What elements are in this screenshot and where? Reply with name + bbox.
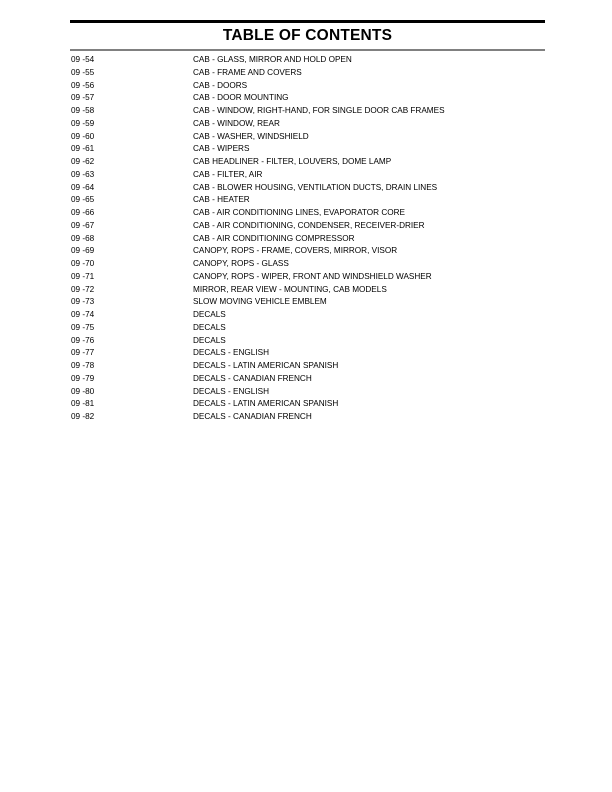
toc-page-number: 09 -69	[71, 246, 95, 256]
toc-entry-title: CAB - BLOWER HOUSING, VENTILATION DUCTS, DRAIN LINES	[193, 182, 438, 192]
toc-entry-title: DECALS - ENGLISH	[193, 348, 269, 358]
toc-entry-title: DECALS - ENGLISH	[193, 386, 269, 396]
toc-page-number: 09 -73	[71, 297, 95, 307]
toc-entry[interactable]	[71, 194, 545, 207]
toc-entry[interactable]	[71, 296, 545, 309]
toc-page-number: 09 -74	[71, 310, 95, 319]
toc-entry-title: DECALS - CANADIAN FRENCH	[193, 373, 312, 383]
toc-entry-title: CAB - FILTER, AIR	[193, 169, 263, 179]
toc-entry[interactable]	[71, 360, 545, 373]
toc-entry[interactable]	[71, 411, 545, 424]
toc-page-number: 09 -56	[71, 80, 95, 90]
toc-entry[interactable]	[71, 207, 545, 220]
toc-entry[interactable]	[71, 67, 545, 80]
toc-entry[interactable]	[71, 335, 545, 348]
toc-entry-title: CAB - AIR CONDITIONING LINES, EVAPORATOR CORE	[193, 208, 405, 217]
toc-page-number: 09 -64	[71, 182, 95, 192]
toc-entry-title: CAB - HEATER	[193, 195, 250, 205]
toc-entry[interactable]	[71, 80, 545, 93]
toc-entry-title: DECALS - CANADIAN FRENCH	[193, 412, 312, 421]
toc-entry[interactable]	[71, 386, 545, 399]
toc-entry-title: DECALS	[193, 335, 226, 345]
toc-page-number: 09 -68	[71, 233, 95, 243]
toc-page-number: 09 -63	[71, 169, 95, 179]
toc-page-number: 09 -54	[71, 55, 95, 64]
toc-entry[interactable]	[71, 169, 545, 182]
toc-page-number: 09 -57	[71, 93, 95, 103]
toc-entry-title: SLOW MOVING VEHICLE EMBLEM	[193, 297, 327, 307]
toc-page-number: 09 -62	[71, 157, 95, 166]
toc-entry[interactable]	[71, 309, 545, 322]
toc-entry[interactable]	[71, 258, 545, 271]
toc-entry[interactable]	[71, 131, 545, 144]
toc-entry[interactable]	[71, 398, 545, 411]
toc-page-number: 09 -80	[71, 386, 95, 396]
toc-entry-title: CAB - AIR CONDITIONING COMPRESSOR	[193, 233, 355, 243]
toc-entry-title: MIRROR, REAR VIEW - MOUNTING, CAB MODELS	[193, 284, 387, 294]
toc-entry[interactable]	[71, 284, 545, 297]
toc-page-number: 09 -67	[71, 220, 95, 230]
toc-entry[interactable]	[71, 245, 545, 258]
toc-page-number: 09 -77	[71, 348, 95, 358]
toc-entry-title: CAB - WINDOW, REAR	[193, 118, 280, 128]
toc-entry[interactable]	[71, 271, 545, 284]
toc-page-number: 09 -58	[71, 106, 95, 115]
toc-entry-title: CANOPY, ROPS - GLASS	[193, 259, 289, 268]
header-top-rule	[70, 20, 545, 23]
toc-entry-title: CAB - GLASS, MIRROR AND HOLD OPEN	[193, 55, 352, 64]
page-title: TABLE OF CONTENTS	[222, 27, 393, 44]
toc-page-number: 09 -81	[71, 399, 95, 409]
toc-entry[interactable]	[71, 105, 545, 118]
toc-page-number: 09 -59	[71, 118, 95, 128]
toc-entry[interactable]	[71, 118, 545, 131]
toc-entry-title: CAB HEADLINER - FILTER, LOUVERS, DOME LAMP	[193, 157, 392, 166]
toc-entry-title: CAB - FRAME AND COVERS	[193, 67, 302, 77]
toc-page-number: 09 -61	[71, 144, 95, 154]
toc-entry-title: CAB - WASHER, WINDSHIELD	[193, 131, 309, 141]
toc-page-number: 09 -55	[71, 67, 95, 77]
toc-page-number: 09 -76	[71, 335, 95, 345]
toc-entry[interactable]	[71, 92, 545, 105]
toc-entry-title: DECALS	[193, 310, 226, 319]
toc-entry[interactable]	[71, 54, 545, 67]
toc-entry[interactable]	[71, 220, 545, 233]
toc-entry[interactable]	[71, 156, 545, 169]
toc-page-number: 09 -72	[71, 284, 95, 294]
toc-entry-title: CAB - AIR CONDITIONING, CONDENSER, RECEIVER-DRIER	[193, 220, 425, 230]
toc-entry-title: CAB - DOORS	[193, 80, 248, 90]
toc-page-number: 09 -66	[71, 208, 95, 217]
toc-page-number: 09 -79	[71, 373, 95, 383]
toc-entry-title: CAB - WINDOW, RIGHT-HAND, FOR SINGLE DOOR CAB FRAMES	[193, 106, 445, 115]
toc-entry-title: CAB - WIPERS	[193, 144, 250, 154]
toc-entry-title: CANOPY, ROPS - FRAME, COVERS, MIRROR, VISOR	[193, 246, 398, 256]
toc-entry-title: CANOPY, ROPS - WIPER, FRONT AND WINDSHIELD WASHER	[193, 271, 432, 281]
toc-page-number: 09 -60	[71, 131, 95, 141]
toc-entry[interactable]	[71, 347, 545, 360]
toc-entry[interactable]	[71, 143, 545, 156]
toc-page-number: 09 -82	[71, 412, 95, 421]
toc-list	[71, 54, 545, 424]
toc-entry-title: DECALS	[193, 322, 226, 332]
toc-entry-title: CAB - DOOR MOUNTING	[193, 93, 289, 103]
header-bottom-rule	[70, 49, 545, 51]
toc-page-number: 09 -75	[71, 322, 95, 332]
toc-entry[interactable]	[71, 233, 545, 246]
toc-entry[interactable]	[71, 373, 545, 386]
toc-entry[interactable]	[71, 182, 545, 195]
toc-page-number: 09 -78	[71, 361, 95, 370]
toc-page-number: 09 -70	[71, 259, 95, 268]
toc-entry-title: DECALS - LATIN AMERICAN SPANISH	[193, 399, 339, 409]
toc-page-number: 09 -71	[71, 271, 95, 281]
toc-entry-title: DECALS - LATIN AMERICAN SPANISH	[193, 361, 339, 370]
toc-entry[interactable]	[71, 322, 545, 335]
toc-page-number: 09 -65	[71, 195, 95, 205]
